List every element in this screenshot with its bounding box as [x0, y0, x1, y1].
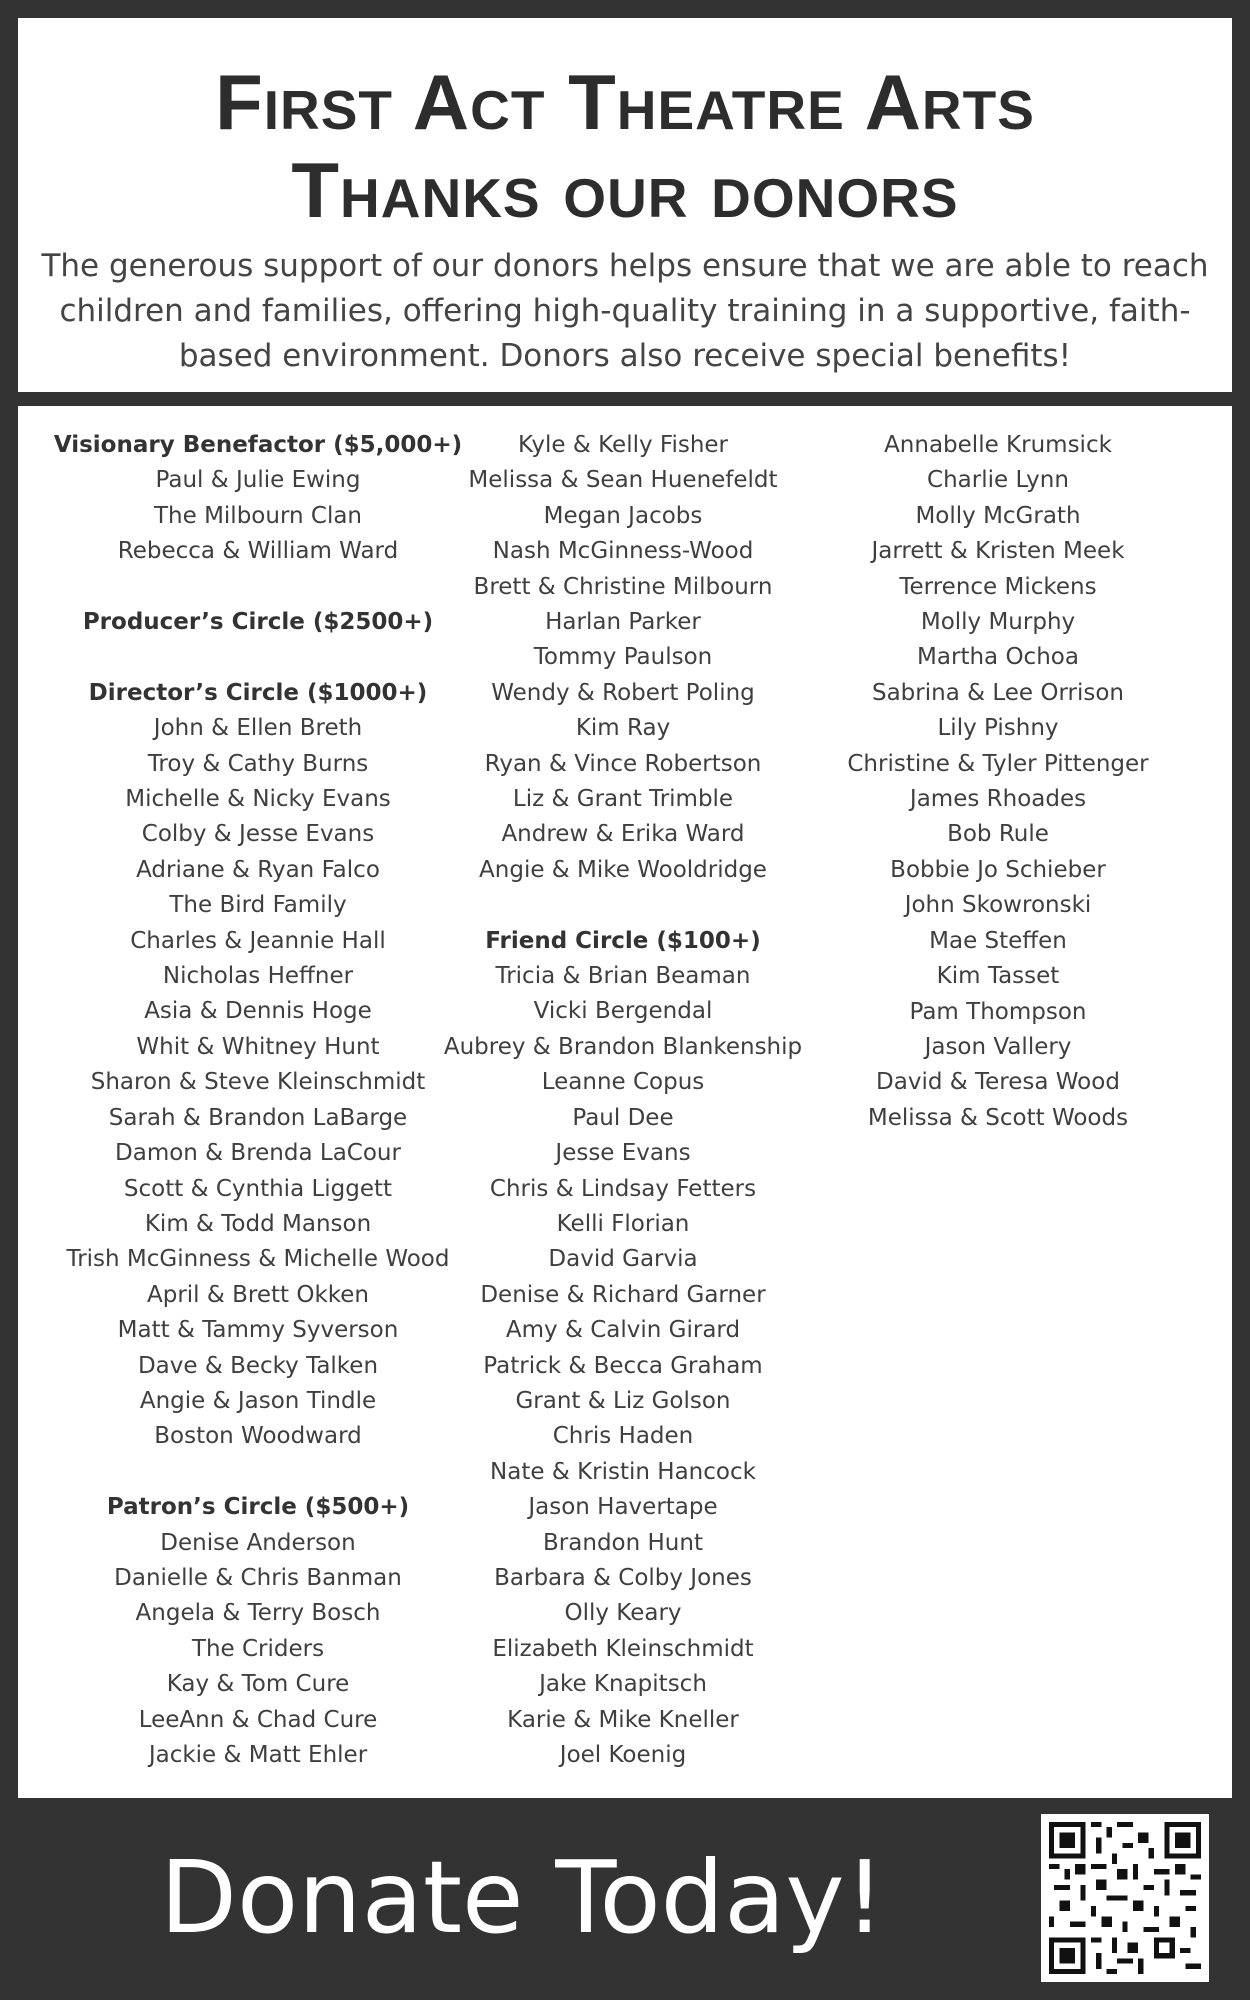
spacer	[413, 888, 833, 923]
donor-name: Leanne Copus	[541, 1069, 705, 1096]
donor-name: Christine & Tyler Pittenger	[847, 750, 1149, 777]
donor-name: Denise & Richard Garner	[480, 1281, 766, 1308]
donor-name: Charles & Jeannie Hall	[130, 927, 386, 954]
donor-name: Jason Vallery	[924, 1033, 1072, 1060]
donor-name: Pam Thompson	[909, 998, 1087, 1025]
donor-name: Lily Pishny	[937, 715, 1059, 742]
donor-name: Nash McGinness-Wood	[492, 538, 754, 565]
donor-name: The Criders	[191, 1635, 325, 1662]
donor-name: Whit & Whitney Hunt	[136, 1033, 380, 1060]
donor-name: Denise Anderson	[160, 1529, 356, 1556]
donor-name: Brett & Christine Milbourn	[473, 573, 773, 600]
page-title-line2: Thanks our donors	[291, 146, 959, 234]
donor-name: Asia & Dennis Hoge	[144, 998, 372, 1025]
donor-column-3	[788, 428, 1208, 1136]
donor-name: Vicki Bergendal	[533, 998, 713, 1025]
donor-tier-heading: Visionary Benefactor ($5,000+)	[53, 432, 463, 458]
donor-name: John Skowronski	[904, 892, 1092, 919]
donor-name: Patrick & Becca Graham	[483, 1352, 763, 1379]
donor-name: Joel Koenig	[559, 1742, 687, 1769]
donor-name: Troy & Cathy Burns	[147, 750, 369, 777]
donor-name: Barbara & Colby Jones	[494, 1564, 752, 1591]
donor-name: Olly Keary	[564, 1600, 682, 1627]
donor-name: Paul Dee	[572, 1104, 674, 1131]
donor-name: Molly McGrath	[915, 502, 1081, 529]
donor-name: David Garvia	[548, 1246, 698, 1273]
page-title-line1: First Act Theatre Arts	[215, 58, 1035, 146]
donor-tier-heading: Producer’s Circle ($2500+)	[82, 609, 434, 636]
donor-name: Scott & Cynthia Liggett	[123, 1175, 393, 1202]
donor-name: Boston Woodward	[154, 1423, 362, 1450]
donor-name: Michelle & Nicky Evans	[125, 786, 391, 813]
donor-name: Megan Jacobs	[543, 502, 703, 529]
donor-name: Trish McGinness & Michelle Wood	[66, 1246, 450, 1273]
donor-name: Angie & Mike Wooldridge	[479, 856, 767, 883]
donor-name: Kelli Florian	[556, 1210, 690, 1237]
donor-name: Harlan Parker	[545, 609, 701, 636]
donor-name: Wendy & Robert Poling	[491, 679, 755, 706]
donor-name: Nicholas Heffner	[162, 963, 354, 990]
donor-list-panel	[18, 406, 1232, 1798]
donor-name: The Milbourn Clan	[153, 502, 363, 529]
donor-name: Chris Haden	[552, 1423, 694, 1450]
donor-name: Kim Ray	[575, 715, 671, 742]
donor-name: Charlie Lynn	[927, 467, 1069, 494]
donor-tier-heading: Friend Circle ($100+)	[485, 927, 761, 954]
donor-name: Ryan & Vince Robertson	[484, 750, 762, 777]
donor-name: Sarah & Brandon LaBarge	[108, 1104, 408, 1131]
donor-name: John & Ellen Breth	[153, 715, 363, 742]
donor-tier-heading: Director’s Circle ($1000+)	[88, 679, 428, 706]
donor-name: Nate & Kristin Hancock	[490, 1458, 756, 1485]
donor-name: Danielle & Chris Banman	[114, 1564, 402, 1591]
donor-name: Dave & Becky Talken	[137, 1352, 379, 1379]
donate-today-heading: Donate Today!	[160, 1839, 885, 1956]
donor-name: Adriane & Ryan Falco	[136, 856, 380, 883]
donor-name: Matt & Tammy Syverson	[117, 1317, 399, 1344]
donor-name: The Bird Family	[169, 892, 347, 919]
donor-name: Annabelle Krumsick	[884, 432, 1112, 458]
donor-name: Bob Rule	[947, 821, 1049, 848]
donor-name: Kim Tasset	[936, 963, 1060, 990]
donor-name: Kyle & Kelly Fisher	[517, 432, 729, 458]
donor-name: Jarrett & Kristen Meek	[871, 538, 1125, 565]
donor-name: Kim & Todd Manson	[144, 1210, 372, 1237]
donor-name: Terrence Mickens	[899, 573, 1097, 600]
donor-name: Sabrina & Lee Orrison	[871, 679, 1125, 706]
header	[18, 18, 1232, 392]
donor-name: Chris & Lindsay Fetters	[489, 1175, 757, 1202]
donor-name: Andrew & Erika Ward	[501, 821, 745, 848]
donor-name: Jason Havertape	[528, 1494, 718, 1521]
donor-name: Martha Ochoa	[917, 644, 1079, 671]
donor-name: Elizabeth Kleinschmidt	[492, 1635, 754, 1662]
donor-name: Jake Knapitsch	[539, 1671, 707, 1698]
donor-name: David & Teresa Wood	[876, 1069, 1120, 1096]
donor-name: LeeAnn & Chad Cure	[138, 1706, 378, 1733]
donor-name: April & Brett Okken	[146, 1281, 369, 1308]
donor-name: Bobbie Jo Schieber	[890, 856, 1106, 883]
donor-tier-heading: Patron’s Circle ($500+)	[106, 1494, 410, 1521]
donor-name: Brandon Hunt	[543, 1529, 703, 1556]
qr-code-icon	[1049, 1822, 1201, 1974]
donor-name: Molly Murphy	[920, 609, 1076, 636]
donor-name: Rebecca & William Ward	[117, 538, 399, 565]
donor-name: Amy & Calvin Girard	[505, 1317, 741, 1344]
donor-name: Jackie & Matt Ehler	[148, 1741, 368, 1768]
donor-column-2	[413, 428, 833, 1773]
donor-name: Tricia & Brian Beaman	[495, 963, 751, 990]
donor-name: James Rhoades	[909, 786, 1087, 813]
donor-name: Colby & Jesse Evans	[141, 821, 375, 848]
donor-name: Sharon & Steve Kleinschmidt	[90, 1069, 426, 1096]
donor-name: Tommy Paulson	[533, 644, 713, 671]
donor-name: Melissa & Scott Woods	[867, 1104, 1129, 1131]
donor-name: Paul & Julie Ewing	[155, 467, 361, 494]
donor-name: Kay & Tom Cure	[166, 1671, 350, 1698]
donor-name: Damon & Brenda LaCour	[115, 1140, 401, 1167]
donor-name: Angie & Jason Tindle	[139, 1387, 377, 1414]
donor-name: Jesse Evans	[555, 1140, 691, 1167]
intro-paragraph: The generous support of our donors helps ensure that we are able to reach children and families, offering high-quality training in a supportive, faith-based environment. Donors also receive special benefits!	[41, 248, 1209, 374]
donor-name: Angela & Terry Bosch	[135, 1600, 381, 1627]
donor-name: Grant & Liz Golson	[515, 1387, 731, 1414]
donor-name: Aubrey & Brandon Blankenship	[443, 1033, 803, 1060]
donor-name: Melissa & Sean Huenefeldt	[468, 467, 778, 494]
donor-name: Mae Steffen	[929, 927, 1067, 954]
donor-name: Karie & Mike Kneller	[507, 1706, 739, 1733]
qr-code-link[interactable]	[1041, 1814, 1209, 1982]
donor-name: Liz & Grant Trimble	[512, 786, 734, 813]
